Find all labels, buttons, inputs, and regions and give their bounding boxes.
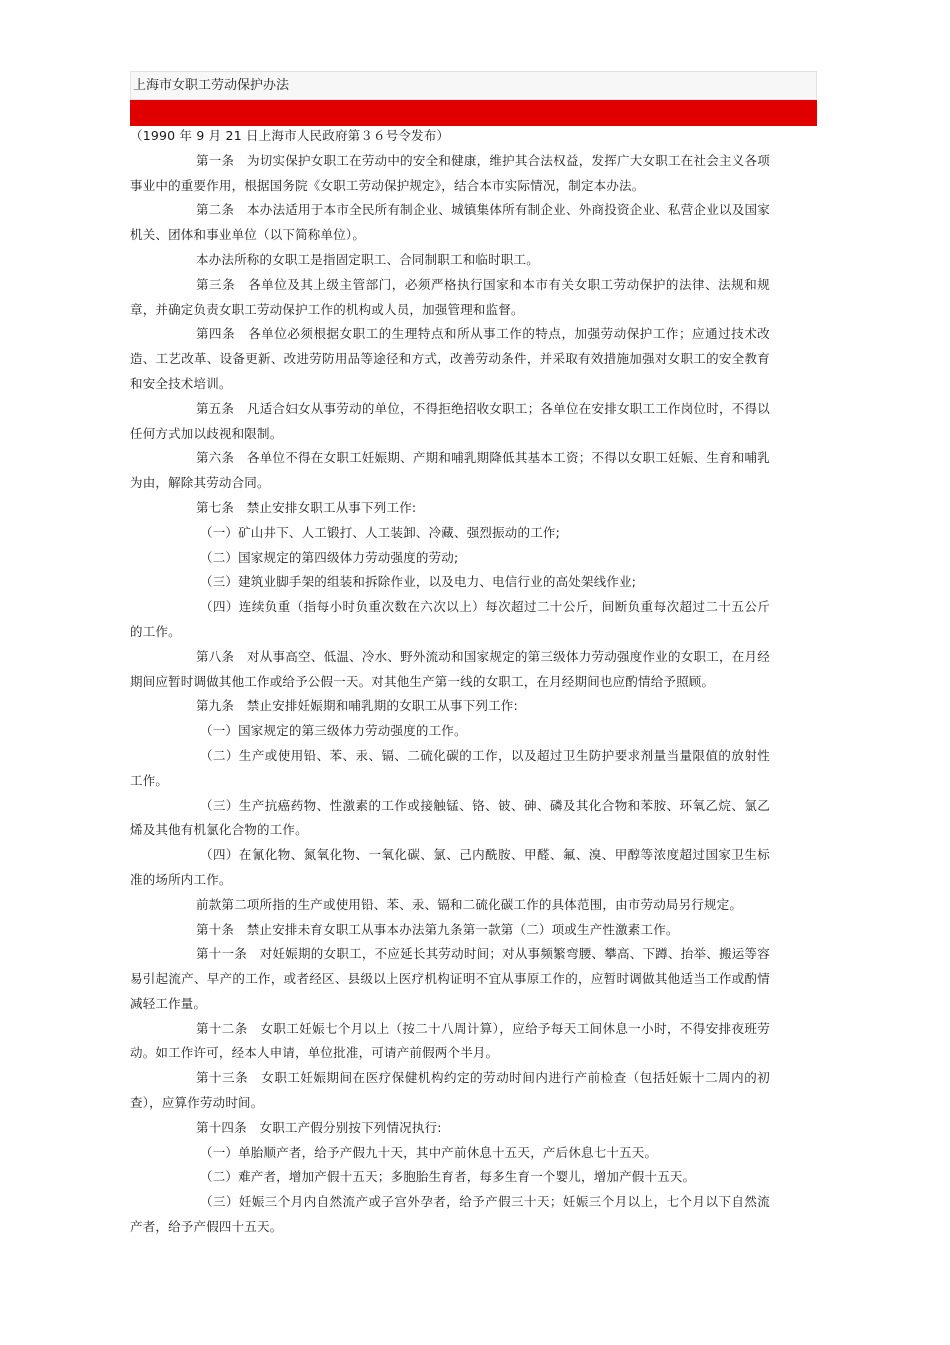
article-2-note: 本办法所称的女职工是指固定职工、合同制职工和临时职工。 xyxy=(196,251,539,267)
article-7-item-3: （三）建筑业脚手架的组装和拆除作业，以及电力、电信行业的高处架线作业; xyxy=(200,574,637,590)
article-14-item-1: （一）单胎顺产者，给予产假九十天，其中产前休息十五天，产后休息七十五天。 xyxy=(200,1144,658,1160)
publication-note: （1990 年 9 月 21 日上海市人民政府第３６号令发布） xyxy=(130,128,450,143)
article-9-item-2: （二）生产或使用铅、苯、汞、镉、二硫化碳的工作，以及超过卫生防护要求剂量当量限值的放射性工作。 xyxy=(130,747,770,788)
article-14-item-2: （二）难产者，增加产假十五天；多胞胎生育者，每多生育一个婴儿，增加产假十五天。 xyxy=(200,1169,696,1185)
article-13: 第十三条 女职工妊娠期间在医疗保健机构约定的劳动时间内进行产前检查（包括妊娠十二周内的初查），应算作劳动时间。 xyxy=(130,1070,770,1111)
article-14-item-3: （三）妊娠三个月内自然流产或子宫外孕者，给予产假三十天；妊娠三个月以上，七个月以下自然流产者，给予产假四十五天。 xyxy=(130,1194,770,1235)
article-9-item-4: （四）在氰化物、氮氧化物、一氧化碳、氯、己内酰胺、甲醛、氟、溴、甲醇等浓度超过国家卫生标准的场所内工作。 xyxy=(130,847,770,887)
document-body xyxy=(130,124,770,1240)
article-1: 第一条 为切实保护女职工在劳动中的安全和健康，维护其合法权益，发挥广大女职工在社会主义各项事业中的重要作用，根据国务院《女职工劳动保护规定》，结合本市实际情况，制定本办法。 xyxy=(130,152,770,193)
article-12: 第十二条 女职工妊娠七个月以上（按二十八周计算），应给予每天工间休息一小时，不得安排夜班劳动。如工作许可，经本人申请，单位批准，可请产前假两个半月。 xyxy=(130,1020,770,1061)
article-10: 第十条 禁止安排未育女职工从事本办法第九条第一款第（二）项或生产性激素工作。 xyxy=(196,921,679,937)
article-6: 第六条 各单位不得在女职工妊娠期、产期和哺乳期降低其基本工资；不得以女职工妊娠、生育和哺乳为由，解除其劳动合同。 xyxy=(130,450,770,491)
article-7-item-4: （四）连续负重（指每小时负重次数在六次以上）每次超过二十公斤，间断负重每次超过二十五公斤的工作。 xyxy=(130,599,770,639)
article-5: 第五条 凡适合妇女从事劳动的单位，不得拒绝招收女职工；各单位在安排女职工工作岗位时，不得以任何方式加以歧视和限制。 xyxy=(130,400,770,441)
article-11: 第十一条 对妊娠期的女职工，不应延长其劳动时间；对从事频繁弯腰、攀高、下蹲、抬举、搬运等容易引起流产、早产的工作，或者经区、县级以上医疗机构证明不宜从事原工作的，应暂时调做其他适当工作或酌情减轻工作量。 xyxy=(130,946,770,1011)
article-7-item-1: （一）矿山井下、人工锻打、人工装卸、冷藏、强烈振动的工作; xyxy=(200,524,561,540)
red-banner xyxy=(130,100,817,126)
article-14: 第十四条 女职工产假分别按下列情况执行: xyxy=(196,1119,442,1135)
article-2: 第二条 本办法适用于本市全民所有制企业、城镇集体所有制企业、外商投资企业、私营企业以及国家机关、团体和事业单位（以下简称单位）。 xyxy=(130,202,770,243)
article-7: 第七条 禁止安排女职工从事下列工作: xyxy=(196,499,417,515)
article-9-item-1: （一）国家规定的第三级体力劳动强度的工作。 xyxy=(200,723,467,739)
article-9-item-3: （三）生产抗癌药物、性激素的工作或接触锰、铬、铍、砷、磷及其化合物和苯胺、环氧乙烷、氯乙烯及其他有机氯化合物的工作。 xyxy=(130,797,770,838)
article-3: 第三条 各单位及其上级主管部门，必须严格执行国家和本市有关女职工劳动保护的法律、法规和规章，并确定负责女职工劳动保护工作的机构或人员，加强管理和监督。 xyxy=(130,276,770,317)
article-9-note: 前款第二项所指的生产或使用铅、苯、汞、镉和二硫化碳工作的具体范围，由市劳动局另行规定。 xyxy=(196,896,743,912)
article-9: 第九条 禁止安排妊娠期和哺乳期的女职工从事下列工作: xyxy=(196,698,518,714)
article-4: 第四条 各单位必须根据女职工的生理特点和所从事工作的特点，加强劳动保护工作；应通过技术改造、工艺改革、设备更新、改进劳防用品等途径和方式，改善劳动条件，并采取有效措施加强对女职工的安全教育和安全技术培训。 xyxy=(130,326,770,391)
document-title: 上海市女职工劳动保护办法 xyxy=(130,71,817,100)
article-8: 第八条 对从事高空、低温、冷水、野外流动和国家规定的第三级体力劳动强度作业的女职工，在月经期间应暂时调做其他工作或给予公假一天。对其他生产第一线的女职工，在月经期间也应酌情给予照顾。 xyxy=(130,648,770,689)
article-7-item-2: （二）国家规定的第四级体力劳动强度的劳动; xyxy=(200,549,459,565)
